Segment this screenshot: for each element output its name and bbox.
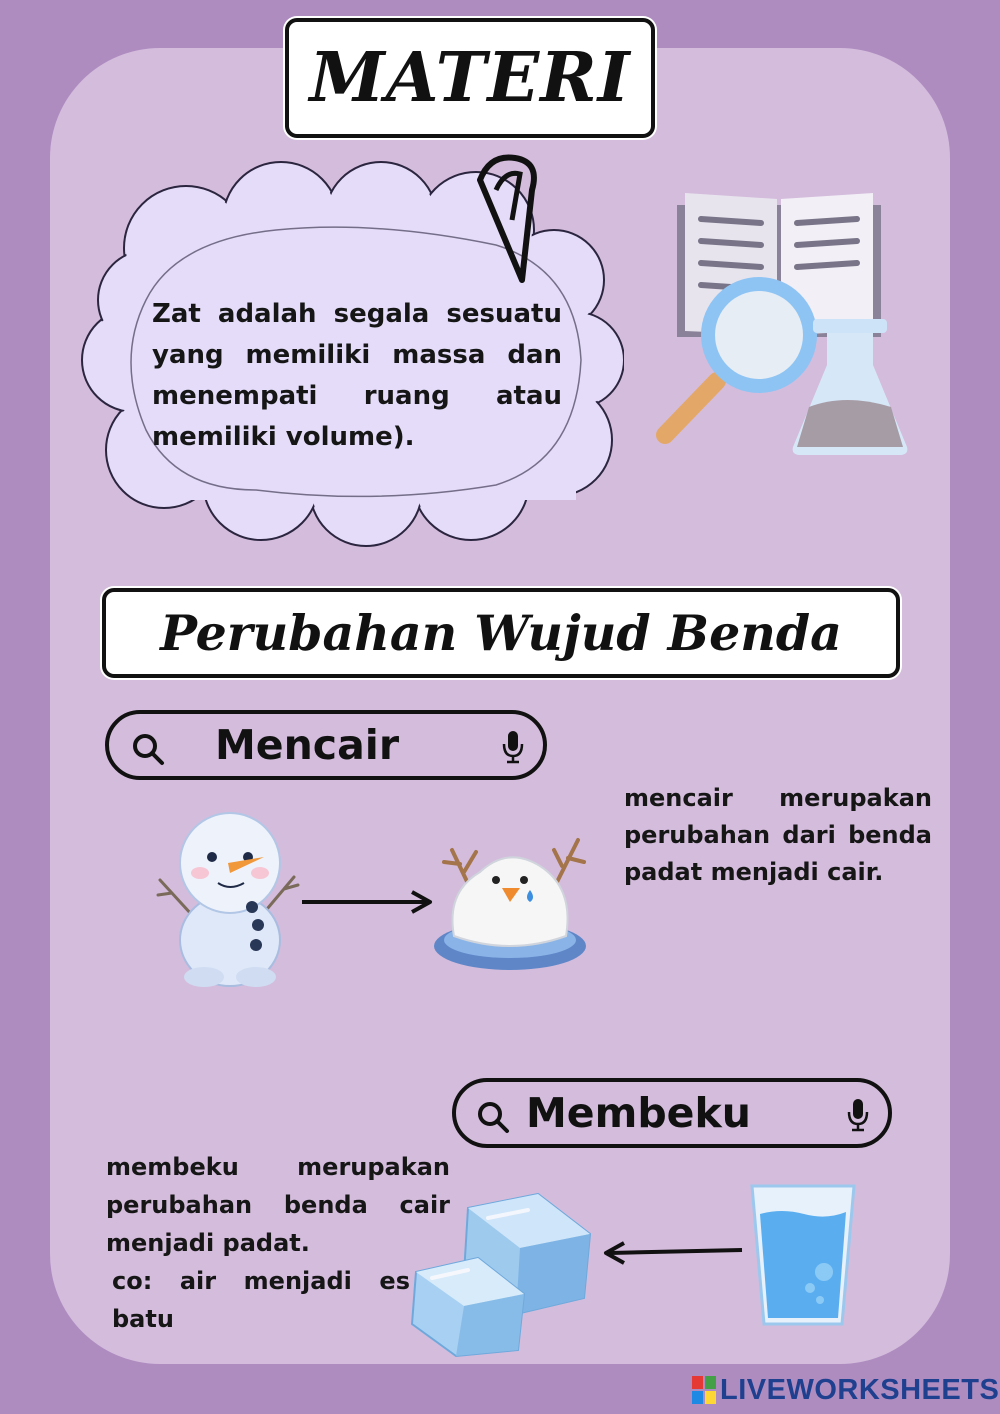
melted-snowman-icon [430,832,592,982]
section-title: Perubahan Wujud Benda [102,588,900,678]
book-icon [645,185,915,465]
definition-text: Zat adalah segala sesuatu yang memiliki massa dan menempati ruang atau memiliki volume). [152,299,562,452]
microphone-icon[interactable] [501,730,525,764]
microphone-icon[interactable] [846,1098,870,1132]
search-bar-membeku[interactable] [452,1078,892,1148]
membeku-description: membeku merupakan perubahan benda cair menjadi padat. [106,1153,450,1257]
logo-icon [692,1376,716,1404]
page-title: MATERI [285,18,655,138]
mencair-description: mencair merupakan perubahan dari benda padat menjadi cair. [624,784,932,886]
search-label-membeku: Membeku [526,1089,751,1137]
watermark-text: LIVEWORKSHEETS [720,1373,1000,1406]
watermark-logo [692,1374,999,1406]
search-icon [131,732,165,766]
search-bar-mencair[interactable] [105,710,547,780]
arrow-left-icon [600,1238,744,1266]
snowman-icon [152,805,302,990]
search-icon [476,1100,510,1134]
arrow-right-icon [300,888,436,916]
water-glass-icon [748,1180,858,1330]
membeku-example: co: air menjadi es batu [112,1267,410,1333]
paperclip-icon [460,150,550,290]
ice-cube-icon [408,1188,598,1358]
search-label-mencair: Mencair [215,721,400,769]
